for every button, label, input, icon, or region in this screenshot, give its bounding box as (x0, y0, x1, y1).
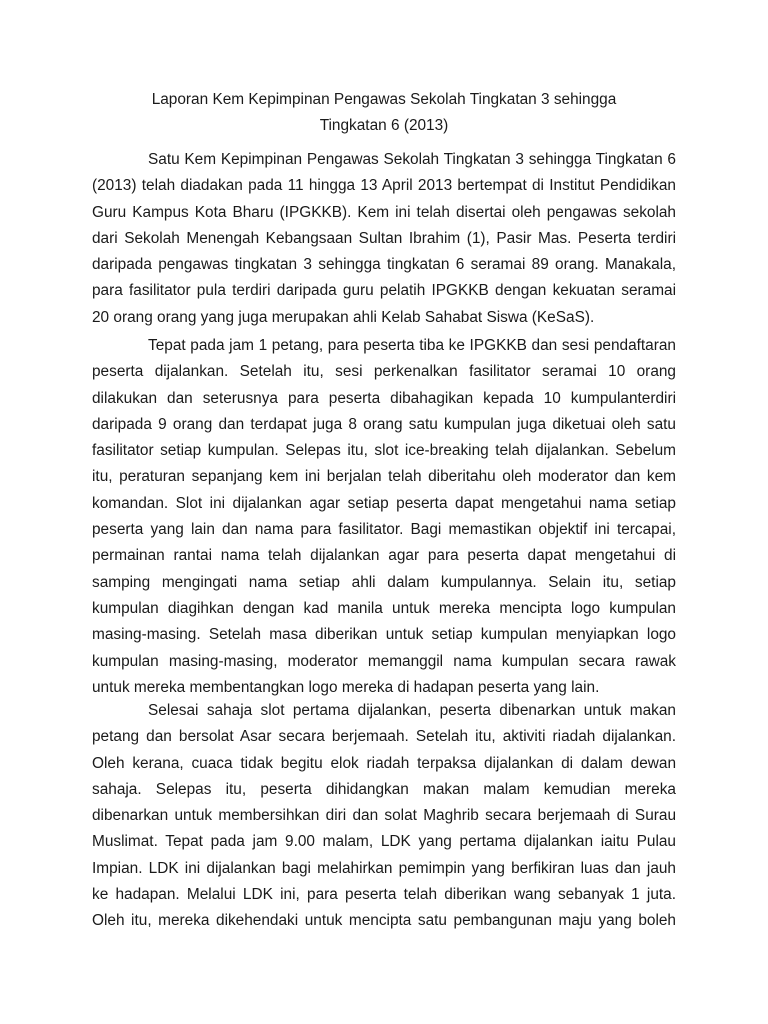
paragraph-line: para fasilitator pula terdiri daripada guru pelatih IPGKKB dengan kekuatan seramai (92, 282, 676, 300)
paragraph-line: ke hadapan. Melalui LDK ini, para peserta telah diberikan wang sebanyak 1 juta. (92, 886, 676, 904)
paragraph-line: Impian. LDK ini dijalankan bagi melahirkan pemimpin yang berfikiran luas dan jauh (92, 859, 676, 877)
paragraph-line: Satu Kem Kepimpinan Pengawas Sekolah Tingkatan 3 sehingga Tingkatan 6 (148, 151, 676, 168)
paragraph-line: (2013) telah diadakan pada 11 hingga 13 April 2013 bertempat di Institut Pendidikan (92, 177, 676, 195)
paragraph-1 (92, 147, 676, 331)
paragraph-line: Selesai sahaja slot pertama dijalankan, peserta dibenarkan untuk makan (148, 702, 676, 719)
paragraph-line: masing-masing. Setelah masa diberikan untuk setiap kumpulan menyiapkan logo (92, 626, 676, 644)
paragraph-line: Guru Kampus Kota Bharu (IPGKKB). Kem ini telah disertai oleh pengawas sekolah (92, 203, 676, 221)
paragraph-line: untuk mereka membentangkan logo mereka di hadapan peserta yang lain. (92, 678, 600, 696)
paragraph-line: dari Sekolah Menengah Kebangsaan Sultan Ibrahim (1), Pasir Mas. Peserta terdiri (92, 229, 676, 247)
paragraph-line: kumpulan diagihkan dengan kad manila untuk mereka mencipta logo kumpulan (92, 599, 676, 617)
paragraph-line: dilakukan dan seterusnya para peserta dibahagikan kepada 10 kumpulanterdiri (92, 389, 676, 407)
paragraph-line: daripada pengawas tingkatan 3 sehingga tingkatan 6 seramai 89 orang. Manakala, (92, 256, 676, 274)
paragraph-line: komandan. Slot ini dijalankan agar setiap peserta dapat mengetahui nama setiap (92, 494, 676, 512)
document-title (92, 87, 676, 139)
paragraph-line: fasilitator setiap kumpulan. Selepas itu, slot ice-breaking telah dijalankan. Sebelum (92, 442, 676, 460)
paragraph-line: Tepat pada jam 1 petang, para peserta tiba ke IPGKKB dan sesi pendaftaran (148, 337, 676, 354)
paragraph-line: 20 orang orang yang juga merupakan ahli Kelab Sahabat Siswa (KeSaS). (92, 308, 595, 326)
paragraph-2 (92, 333, 676, 701)
paragraph-line: peserta dijalankan. Setelah itu, sesi perkenalkan fasilitator seramai 10 orang (92, 363, 676, 381)
paragraph-line: dibenarkan untuk membersihkan diri dan solat Maghrib secara berjemaah di Surau (92, 807, 676, 825)
paragraph-line: permainan rantai nama telah dijalankan agar para peserta dapat mengetahui di (92, 547, 676, 565)
title-line: Laporan Kem Kepimpinan Pengawas Sekolah Tingkatan 3 sehingga (151, 91, 617, 108)
paragraph-line: daripada 9 orang dan terdapat juga 8 orang satu kumpulan juga diketuai oleh satu (92, 415, 676, 433)
paragraph-line: Muslimat. Tepat pada jam 9.00 malam, LDK yang pertama dijalankan iaitu Pulau (92, 833, 676, 851)
paragraph-line: sahaja. Selepas itu, peserta dihidangkan makan malam kemudian mereka (92, 780, 676, 798)
paragraph-line: kumpulan masing-masing, moderator memanggil nama kumpulan secara rawak (92, 652, 676, 670)
paragraph-line: itu, peraturan sepanjang kem ini berjalan telah diberitahu oleh moderator dan kem (92, 468, 676, 486)
paragraph-3 (92, 698, 676, 935)
paragraph-line: peserta yang lain dan nama para fasilitator. Bagi memastikan objektif ini tercapai, (92, 521, 676, 539)
paragraph-line: samping mengingati nama setiap ahli dalam kumpulannya. Selain itu, setiap (92, 573, 676, 591)
paragraph-line: petang dan bersolat Asar secara berjemaah. Setelah itu, aktiviti riadah dijalankan. (92, 728, 676, 746)
title-line: Tingkatan 6 (2013) (319, 117, 449, 134)
paragraph-line: Oleh kerana, cuaca tidak begitu elok riadah terpaksa dijalankan di dalam dewan (92, 754, 676, 772)
paragraph-line: Oleh itu, mereka dikehendaki untuk mencipta satu pembangunan maju yang boleh (92, 912, 676, 930)
